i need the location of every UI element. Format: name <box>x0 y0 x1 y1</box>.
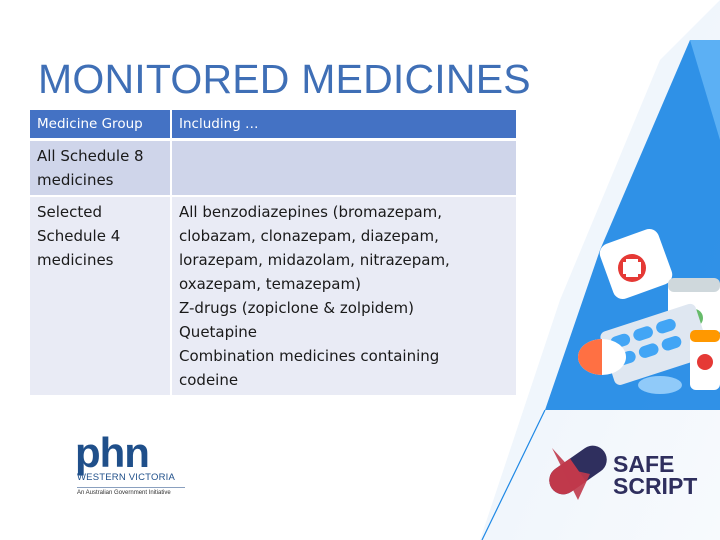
column-header-including: Including … <box>171 110 517 140</box>
including-cell <box>171 140 517 197</box>
cell-line: Schedule 4 <box>37 227 121 245</box>
safescript-logo-line1: SAFE <box>613 451 675 477</box>
cell-line: medicines <box>37 171 114 189</box>
safescript-logo-icon <box>538 430 618 510</box>
monitored-medicines-table <box>30 110 518 397</box>
cell-line: medicines <box>37 251 114 269</box>
page-title: MONITORED MEDICINES <box>38 56 531 102</box>
cell-line: Quetapine <box>179 323 258 341</box>
table-row <box>30 140 517 197</box>
medicine-group-cell <box>30 196 171 396</box>
phn-logo-divider <box>77 487 185 488</box>
table-header-row <box>30 110 517 140</box>
cell-line: Combination medicines containing <box>179 347 440 365</box>
cell-line: All Schedule 8 <box>37 147 144 165</box>
cell-line: clobazam, clonazepam, diazepam, <box>179 227 439 245</box>
safescript-logo-text <box>613 453 697 497</box>
safescript-logo-line2: SCRIPT <box>613 473 698 499</box>
medicine-group-cell <box>30 140 171 197</box>
cell-line: Z-drugs (zopiclone & zolpidem) <box>179 299 414 317</box>
phn-logo-subtitle: WESTERN VICTORIA <box>77 472 176 483</box>
phn-logo-word: phn <box>75 429 149 476</box>
table-row <box>30 196 517 396</box>
cell-line: oxazepam, temazepam) <box>179 275 361 293</box>
cell-line: codeine <box>179 371 239 389</box>
phn-logo-tagline: An Australian Government Initiative <box>77 490 171 496</box>
cell-line: Selected <box>37 203 103 221</box>
cell-line: All benzodiazepines (bromazepam, <box>179 203 443 221</box>
column-header-medicine-group: Medicine Group <box>30 110 171 140</box>
cell-line: lorazepam, midazolam, nitrazepam, <box>179 251 450 269</box>
phn-logo <box>75 429 195 502</box>
including-cell <box>171 196 517 396</box>
